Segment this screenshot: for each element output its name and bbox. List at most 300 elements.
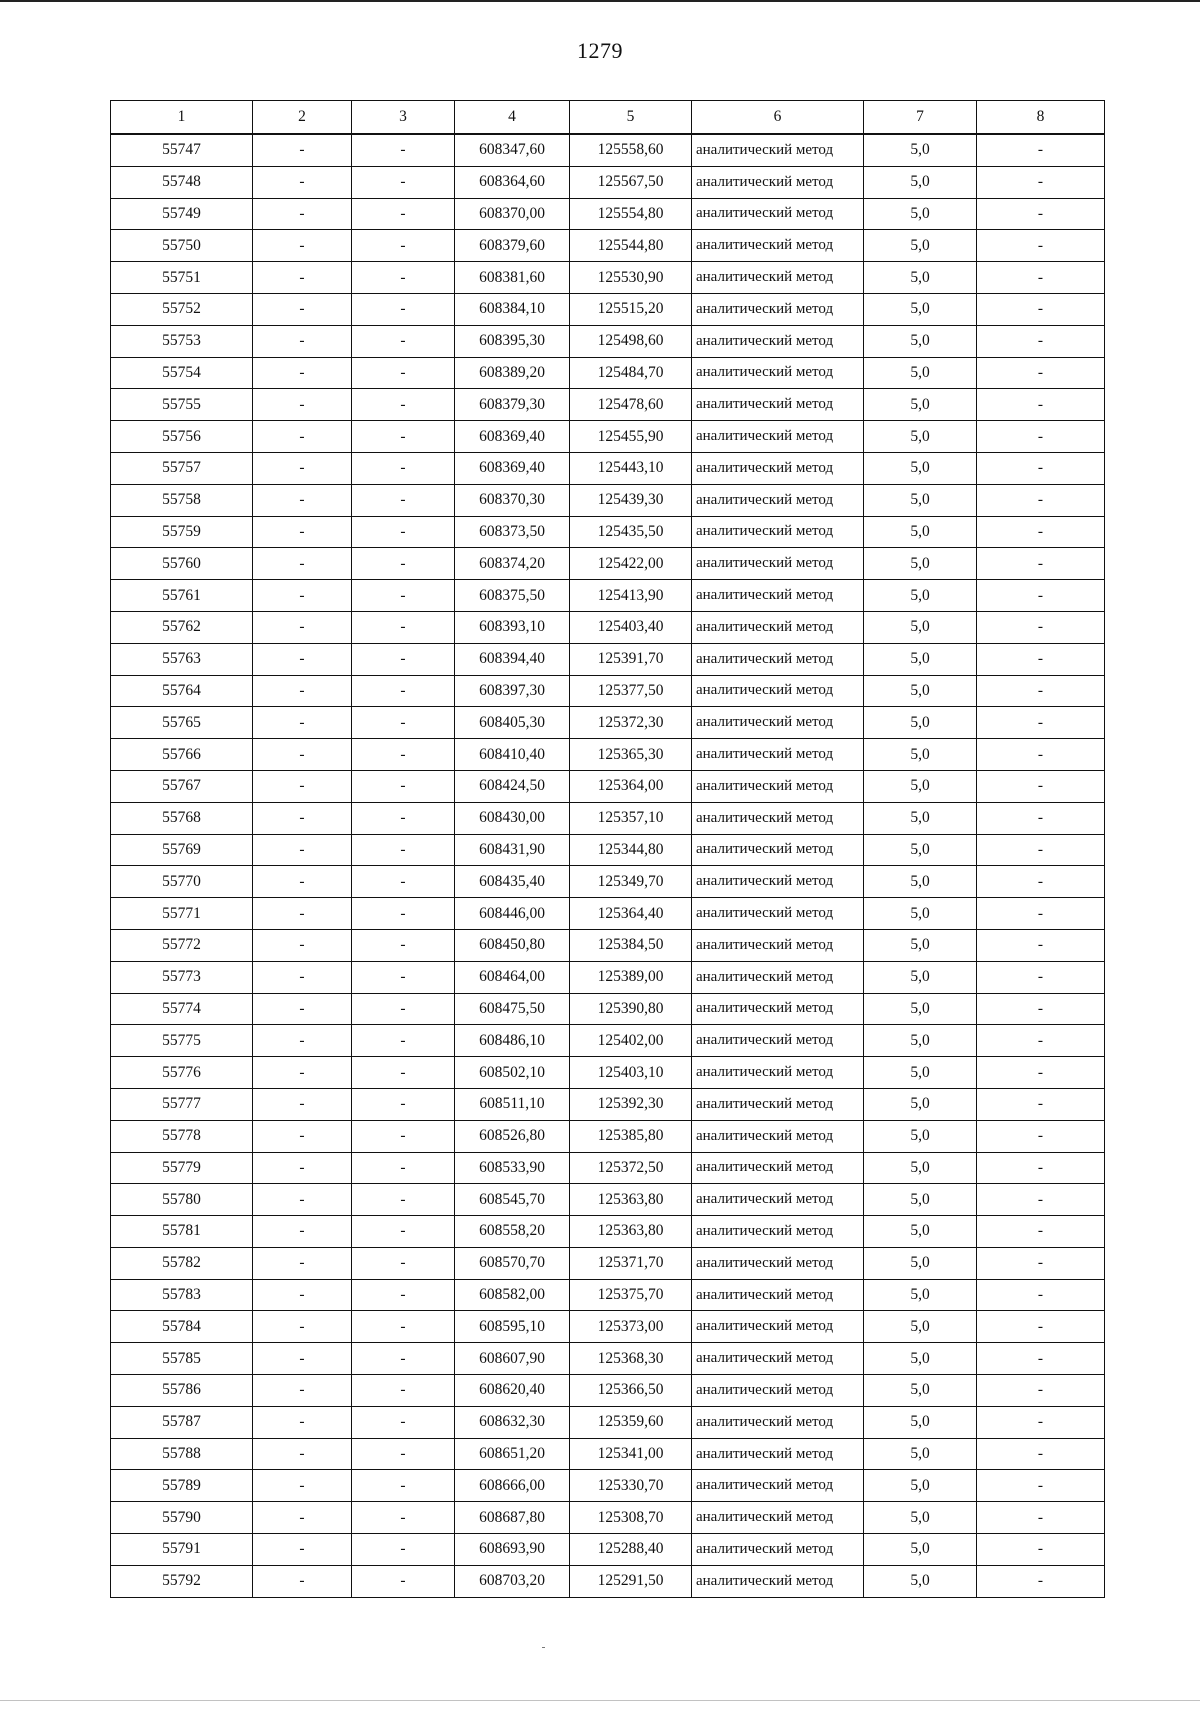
table-row — [111, 293, 1105, 325]
point-number-cell: 55788 — [111, 1438, 253, 1470]
coordinate-y-cell: 125364,40 — [570, 898, 692, 930]
coordinate-x-cell: 608620,40 — [455, 1375, 570, 1407]
cell-col-8-cell: - — [977, 548, 1105, 580]
cell-col-3-cell: - — [352, 325, 455, 357]
coordinate-x-cell: 608533,90 — [455, 1152, 570, 1184]
cell-col-2-cell: - — [253, 1120, 352, 1152]
coordinate-y-cell: 125498,60 — [570, 325, 692, 357]
table-row — [111, 452, 1105, 484]
accuracy-cell: 5,0 — [864, 198, 977, 230]
method-cell: аналитический метод — [692, 1057, 864, 1089]
point-number-cell: 55751 — [111, 262, 253, 294]
column-header-5: 5 — [570, 101, 692, 135]
table-row — [111, 262, 1105, 294]
point-number-cell: 55764 — [111, 675, 253, 707]
coordinate-x-cell: 608369,40 — [455, 421, 570, 453]
coordinate-x-cell: 608666,00 — [455, 1470, 570, 1502]
coordinate-x-cell: 608410,40 — [455, 739, 570, 771]
table-row — [111, 1247, 1105, 1279]
accuracy-cell: 5,0 — [864, 293, 977, 325]
cell-col-8-cell: - — [977, 961, 1105, 993]
cell-col-8-cell: - — [977, 993, 1105, 1025]
method-cell: аналитический метод — [692, 198, 864, 230]
cell-col-8-cell: - — [977, 421, 1105, 453]
method-cell: аналитический метод — [692, 1025, 864, 1057]
accuracy-cell: 5,0 — [864, 993, 977, 1025]
cell-col-2-cell: - — [253, 484, 352, 516]
method-cell: аналитический метод — [692, 134, 864, 166]
coordinate-x-cell: 608364,60 — [455, 166, 570, 198]
cell-col-2-cell: - — [253, 325, 352, 357]
scan-edge-bottom — [0, 1700, 1200, 1704]
cell-col-8-cell: - — [977, 357, 1105, 389]
table-row — [111, 1438, 1105, 1470]
cell-col-3-cell: - — [352, 1502, 455, 1534]
accuracy-cell: 5,0 — [864, 739, 977, 771]
accuracy-cell: 5,0 — [864, 770, 977, 802]
point-number-cell: 55778 — [111, 1120, 253, 1152]
method-cell: аналитический метод — [692, 325, 864, 357]
method-cell: аналитический метод — [692, 1184, 864, 1216]
cell-col-2-cell: - — [253, 1375, 352, 1407]
accuracy-cell: 5,0 — [864, 675, 977, 707]
cell-col-8-cell: - — [977, 770, 1105, 802]
accuracy-cell: 5,0 — [864, 580, 977, 612]
coordinate-x-cell: 608651,20 — [455, 1438, 570, 1470]
cell-col-2-cell: - — [253, 1247, 352, 1279]
coordinate-y-cell: 125364,00 — [570, 770, 692, 802]
cell-col-3-cell: - — [352, 1152, 455, 1184]
point-number-cell: 55752 — [111, 293, 253, 325]
column-header-6: 6 — [692, 101, 864, 135]
table-row — [111, 611, 1105, 643]
coordinate-y-cell: 125530,90 — [570, 262, 692, 294]
point-number-cell: 55748 — [111, 166, 253, 198]
cell-col-2-cell: - — [253, 166, 352, 198]
cell-col-2-cell: - — [253, 929, 352, 961]
coordinate-y-cell: 125373,00 — [570, 1311, 692, 1343]
cell-col-2-cell: - — [253, 357, 352, 389]
cell-col-8-cell: - — [977, 1120, 1105, 1152]
cell-col-2-cell: - — [253, 580, 352, 612]
coordinate-y-cell: 125413,90 — [570, 580, 692, 612]
table-row — [111, 389, 1105, 421]
coordinate-y-cell: 125443,10 — [570, 452, 692, 484]
point-number-cell: 55747 — [111, 134, 253, 166]
method-cell: аналитический метод — [692, 770, 864, 802]
cell-col-8-cell: - — [977, 1152, 1105, 1184]
method-cell: аналитический метод — [692, 1406, 864, 1438]
accuracy-cell: 5,0 — [864, 1057, 977, 1089]
cell-col-3-cell: - — [352, 166, 455, 198]
cell-col-3-cell: - — [352, 1375, 455, 1407]
accuracy-cell: 5,0 — [864, 1565, 977, 1597]
accuracy-cell: 5,0 — [864, 1470, 977, 1502]
page-number: 1279 — [577, 38, 623, 63]
point-number-cell: 55777 — [111, 1088, 253, 1120]
cell-col-8-cell: - — [977, 1406, 1105, 1438]
cell-col-8-cell: - — [977, 707, 1105, 739]
cell-col-8-cell: - — [977, 834, 1105, 866]
cell-col-8-cell: - — [977, 389, 1105, 421]
point-number-cell: 55762 — [111, 611, 253, 643]
point-number-cell: 55773 — [111, 961, 253, 993]
point-number-cell: 55790 — [111, 1502, 253, 1534]
cell-col-2-cell: - — [253, 1088, 352, 1120]
method-cell: аналитический метод — [692, 548, 864, 580]
cell-col-2-cell: - — [253, 739, 352, 771]
coordinate-x-cell: 608511,10 — [455, 1088, 570, 1120]
coordinate-x-cell: 608475,50 — [455, 993, 570, 1025]
cell-col-8-cell: - — [977, 739, 1105, 771]
cell-col-8-cell: - — [977, 580, 1105, 612]
method-cell: аналитический метод — [692, 1120, 864, 1152]
method-cell: аналитический метод — [692, 516, 864, 548]
coordinate-y-cell: 125567,50 — [570, 166, 692, 198]
coordinate-y-cell: 125357,10 — [570, 802, 692, 834]
method-cell: аналитический метод — [692, 707, 864, 739]
method-cell: аналитический метод — [692, 452, 864, 484]
scan-edge-top — [0, 0, 1200, 2]
point-number-cell: 55759 — [111, 516, 253, 548]
point-number-cell: 55781 — [111, 1216, 253, 1248]
point-number-cell: 55785 — [111, 1343, 253, 1375]
accuracy-cell: 5,0 — [864, 929, 977, 961]
cell-col-8-cell: - — [977, 1311, 1105, 1343]
accuracy-cell: 5,0 — [864, 516, 977, 548]
cell-col-8-cell: - — [977, 230, 1105, 262]
coordinate-x-cell: 608393,10 — [455, 611, 570, 643]
cell-col-2-cell: - — [253, 1470, 352, 1502]
accuracy-cell: 5,0 — [864, 389, 977, 421]
cell-col-2-cell: - — [253, 675, 352, 707]
cell-col-2-cell: - — [253, 866, 352, 898]
cell-col-2-cell: - — [253, 198, 352, 230]
coordinate-y-cell: 125435,50 — [570, 516, 692, 548]
cell-col-2-cell: - — [253, 134, 352, 166]
cell-col-2-cell: - — [253, 898, 352, 930]
accuracy-cell: 5,0 — [864, 230, 977, 262]
coordinate-y-cell: 125377,50 — [570, 675, 692, 707]
column-header-2: 2 — [253, 101, 352, 135]
cell-col-3-cell: - — [352, 262, 455, 294]
coordinate-y-cell: 125558,60 — [570, 134, 692, 166]
accuracy-cell: 5,0 — [864, 802, 977, 834]
coordinate-x-cell: 608379,30 — [455, 389, 570, 421]
method-cell: аналитический метод — [692, 866, 864, 898]
coordinate-y-cell: 125403,10 — [570, 1057, 692, 1089]
coordinate-x-cell: 608397,30 — [455, 675, 570, 707]
method-cell: аналитический метод — [692, 993, 864, 1025]
method-cell: аналитический метод — [692, 739, 864, 771]
point-number-cell: 55791 — [111, 1534, 253, 1566]
table-row — [111, 1375, 1105, 1407]
accuracy-cell: 5,0 — [864, 1216, 977, 1248]
cell-col-2-cell: - — [253, 452, 352, 484]
accuracy-cell: 5,0 — [864, 834, 977, 866]
coordinate-y-cell: 125484,70 — [570, 357, 692, 389]
point-number-cell: 55761 — [111, 580, 253, 612]
coordinate-x-cell: 608502,10 — [455, 1057, 570, 1089]
coordinate-y-cell: 125385,80 — [570, 1120, 692, 1152]
cell-col-8-cell: - — [977, 516, 1105, 548]
method-cell: аналитический метод — [692, 834, 864, 866]
point-number-cell: 55775 — [111, 1025, 253, 1057]
cell-col-2-cell: - — [253, 1534, 352, 1566]
coordinate-x-cell: 608370,00 — [455, 198, 570, 230]
point-number-cell: 55757 — [111, 452, 253, 484]
cell-col-2-cell: - — [253, 802, 352, 834]
table-row — [111, 1057, 1105, 1089]
accuracy-cell: 5,0 — [864, 1184, 977, 1216]
coordinate-y-cell: 125390,80 — [570, 993, 692, 1025]
point-number-cell: 55792 — [111, 1565, 253, 1597]
cell-col-3-cell: - — [352, 993, 455, 1025]
table-row — [111, 1470, 1105, 1502]
cell-col-8-cell: - — [977, 866, 1105, 898]
accuracy-cell: 5,0 — [864, 262, 977, 294]
point-number-cell: 55783 — [111, 1279, 253, 1311]
accuracy-cell: 5,0 — [864, 643, 977, 675]
coordinate-y-cell: 125391,70 — [570, 643, 692, 675]
cell-col-2-cell: - — [253, 1406, 352, 1438]
method-cell: аналитический метод — [692, 262, 864, 294]
cell-col-2-cell: - — [253, 993, 352, 1025]
cell-col-8-cell: - — [977, 1534, 1105, 1566]
cell-col-3-cell: - — [352, 1120, 455, 1152]
accuracy-cell: 5,0 — [864, 961, 977, 993]
cell-col-2-cell: - — [253, 1502, 352, 1534]
cell-col-3-cell: - — [352, 1247, 455, 1279]
coordinate-y-cell: 125341,00 — [570, 1438, 692, 1470]
point-number-cell: 55786 — [111, 1375, 253, 1407]
coordinate-y-cell: 125372,30 — [570, 707, 692, 739]
table-row — [111, 1279, 1105, 1311]
coordinate-y-cell: 125291,50 — [570, 1565, 692, 1597]
cell-col-8-cell: - — [977, 1247, 1105, 1279]
coordinate-x-cell: 608703,20 — [455, 1565, 570, 1597]
method-cell: аналитический метод — [692, 1470, 864, 1502]
coordinate-x-cell: 608595,10 — [455, 1311, 570, 1343]
accuracy-cell: 5,0 — [864, 1088, 977, 1120]
cell-col-2-cell: - — [253, 1025, 352, 1057]
accuracy-cell: 5,0 — [864, 1120, 977, 1152]
cell-col-2-cell: - — [253, 643, 352, 675]
cell-col-3-cell: - — [352, 834, 455, 866]
method-cell: аналитический метод — [692, 1247, 864, 1279]
point-number-cell: 55771 — [111, 898, 253, 930]
accuracy-cell: 5,0 — [864, 898, 977, 930]
cell-col-8-cell: - — [977, 262, 1105, 294]
point-number-cell: 55758 — [111, 484, 253, 516]
point-number-cell: 55768 — [111, 802, 253, 834]
coordinate-x-cell: 608431,90 — [455, 834, 570, 866]
cell-col-3-cell: - — [352, 1057, 455, 1089]
coordinate-x-cell: 608379,60 — [455, 230, 570, 262]
table-row — [111, 134, 1105, 166]
cell-col-8-cell: - — [977, 1088, 1105, 1120]
coordinate-y-cell: 125365,30 — [570, 739, 692, 771]
cell-col-2-cell: - — [253, 611, 352, 643]
cell-col-3-cell: - — [352, 739, 455, 771]
method-cell: аналитический метод — [692, 1216, 864, 1248]
cell-col-3-cell: - — [352, 866, 455, 898]
cell-col-2-cell: - — [253, 961, 352, 993]
cell-col-8-cell: - — [977, 1565, 1105, 1597]
point-number-cell: 55763 — [111, 643, 253, 675]
table-row — [111, 198, 1105, 230]
coordinate-x-cell: 608446,00 — [455, 898, 570, 930]
point-number-cell: 55772 — [111, 929, 253, 961]
coordinate-x-cell: 608486,10 — [455, 1025, 570, 1057]
point-number-cell: 55770 — [111, 866, 253, 898]
coordinate-y-cell: 125544,80 — [570, 230, 692, 262]
cell-col-8-cell: - — [977, 675, 1105, 707]
cell-col-8-cell: - — [977, 134, 1105, 166]
coordinate-x-cell: 608374,20 — [455, 548, 570, 580]
point-number-cell: 55766 — [111, 739, 253, 771]
column-header-3: 3 — [352, 101, 455, 135]
table-row — [111, 866, 1105, 898]
table-row — [111, 929, 1105, 961]
cell-col-3-cell: - — [352, 1534, 455, 1566]
point-number-cell: 55753 — [111, 325, 253, 357]
coordinate-y-cell: 125384,50 — [570, 929, 692, 961]
method-cell: аналитический метод — [692, 1088, 864, 1120]
coordinate-x-cell: 608450,80 — [455, 929, 570, 961]
cell-col-3-cell: - — [352, 293, 455, 325]
method-cell: аналитический метод — [692, 802, 864, 834]
coordinate-y-cell: 125402,00 — [570, 1025, 692, 1057]
method-cell: аналитический метод — [692, 1152, 864, 1184]
table-row — [111, 548, 1105, 580]
cell-col-3-cell: - — [352, 452, 455, 484]
coordinate-x-cell: 608389,20 — [455, 357, 570, 389]
accuracy-cell: 5,0 — [864, 484, 977, 516]
cell-col-2-cell: - — [253, 230, 352, 262]
point-number-cell: 55755 — [111, 389, 253, 421]
coordinate-y-cell: 125368,30 — [570, 1343, 692, 1375]
accuracy-cell: 5,0 — [864, 707, 977, 739]
cell-col-8-cell: - — [977, 802, 1105, 834]
method-cell: аналитический метод — [692, 643, 864, 675]
cell-col-8-cell: - — [977, 166, 1105, 198]
coordinate-y-cell: 125308,70 — [570, 1502, 692, 1534]
method-cell: аналитический метод — [692, 1502, 864, 1534]
coordinate-y-cell: 125554,80 — [570, 198, 692, 230]
cell-col-2-cell: - — [253, 770, 352, 802]
cell-col-3-cell: - — [352, 198, 455, 230]
cell-col-8-cell: - — [977, 198, 1105, 230]
accuracy-cell: 5,0 — [864, 134, 977, 166]
coordinate-x-cell: 608526,80 — [455, 1120, 570, 1152]
column-header-4: 4 — [455, 101, 570, 135]
cell-col-2-cell: - — [253, 834, 352, 866]
accuracy-cell: 5,0 — [864, 452, 977, 484]
table-row — [111, 961, 1105, 993]
coordinate-x-cell: 608430,00 — [455, 802, 570, 834]
coordinate-x-cell: 608347,60 — [455, 134, 570, 166]
cell-col-3-cell: - — [352, 675, 455, 707]
table-row — [111, 643, 1105, 675]
table-row — [111, 1216, 1105, 1248]
table-row — [111, 1025, 1105, 1057]
cell-col-8-cell: - — [977, 484, 1105, 516]
method-cell: аналитический метод — [692, 230, 864, 262]
method-cell: аналитический метод — [692, 580, 864, 612]
table-row — [111, 802, 1105, 834]
accuracy-cell: 5,0 — [864, 357, 977, 389]
point-number-cell: 55782 — [111, 1247, 253, 1279]
cell-col-2-cell: - — [253, 1184, 352, 1216]
coordinate-x-cell: 608370,30 — [455, 484, 570, 516]
column-header-1: 1 — [111, 101, 253, 135]
point-number-cell: 55749 — [111, 198, 253, 230]
table-row — [111, 1406, 1105, 1438]
coordinate-x-cell: 608687,80 — [455, 1502, 570, 1534]
coordinate-x-cell: 608464,00 — [455, 961, 570, 993]
cell-col-8-cell: - — [977, 1057, 1105, 1089]
accuracy-cell: 5,0 — [864, 1502, 977, 1534]
cell-col-3-cell: - — [352, 898, 455, 930]
cell-col-2-cell: - — [253, 1216, 352, 1248]
coordinate-x-cell: 608381,60 — [455, 262, 570, 294]
method-cell: аналитический метод — [692, 929, 864, 961]
table-row — [111, 325, 1105, 357]
coordinate-y-cell: 125375,70 — [570, 1279, 692, 1311]
table-row — [111, 993, 1105, 1025]
point-number-cell: 55780 — [111, 1184, 253, 1216]
cell-col-8-cell: - — [977, 452, 1105, 484]
cell-col-3-cell: - — [352, 548, 455, 580]
table-row — [111, 834, 1105, 866]
table-row — [111, 1120, 1105, 1152]
method-cell: аналитический метод — [692, 484, 864, 516]
cell-col-3-cell: - — [352, 1088, 455, 1120]
cell-col-8-cell: - — [977, 1216, 1105, 1248]
cell-col-3-cell: - — [352, 484, 455, 516]
cell-col-2-cell: - — [253, 421, 352, 453]
table-row — [111, 739, 1105, 771]
point-number-cell: 55769 — [111, 834, 253, 866]
coordinate-x-cell: 608395,30 — [455, 325, 570, 357]
cell-col-8-cell: - — [977, 1502, 1105, 1534]
table-row — [111, 580, 1105, 612]
coordinate-y-cell: 125478,60 — [570, 389, 692, 421]
coordinate-y-cell: 125455,90 — [570, 421, 692, 453]
table-row — [111, 707, 1105, 739]
accuracy-cell: 5,0 — [864, 166, 977, 198]
accuracy-cell: 5,0 — [864, 611, 977, 643]
cell-col-2-cell: - — [253, 707, 352, 739]
accuracy-cell: 5,0 — [864, 1375, 977, 1407]
cell-col-2-cell: - — [253, 1311, 352, 1343]
cell-col-3-cell: - — [352, 1343, 455, 1375]
cell-col-8-cell: - — [977, 898, 1105, 930]
column-header-7: 7 — [864, 101, 977, 135]
coordinate-x-cell: 608369,40 — [455, 452, 570, 484]
cell-col-3-cell: - — [352, 929, 455, 961]
coordinate-y-cell: 125371,70 — [570, 1247, 692, 1279]
coordinate-y-cell: 125439,30 — [570, 484, 692, 516]
accuracy-cell: 5,0 — [864, 1247, 977, 1279]
coordinate-y-cell: 125288,40 — [570, 1534, 692, 1566]
point-number-cell: 55774 — [111, 993, 253, 1025]
cell-col-3-cell: - — [352, 1311, 455, 1343]
cell-col-2-cell: - — [253, 548, 352, 580]
table-row — [111, 898, 1105, 930]
table-row — [111, 770, 1105, 802]
